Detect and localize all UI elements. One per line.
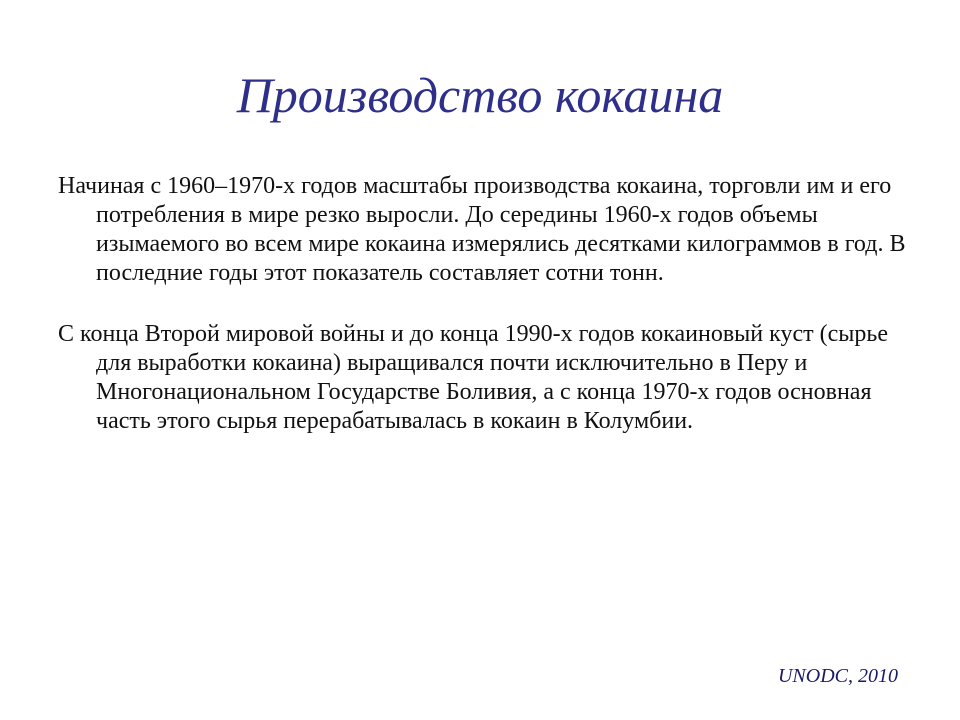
source-citation: UNODC, 2010 [777,665,898,687]
slide-body [58,172,908,468]
slide-title: Производство кокаина [236,67,724,123]
body-paragraph-1: Начиная с 1960–1970-х годов масштабы производства кокаина, торговли им и его потребления в мире резко выросли. До середины 1960-х годов объемы изымаемого во всем мире кокаина измерялись десятками килограммов в год. В последние годы этот показатель составляет сотни тонн. [58,173,906,286]
body-paragraph-2: С конца Второй мировой войны и до конца 1990-х годов кокаиновый куст (сырье для выработки кокаина) выращивался почти исключительно в Перу и Многонациональном Государстве Боливия, а с конца 1970-х годов основная часть этого сырья перерабатывалась в кокаин в Колумбии. [58,321,888,434]
